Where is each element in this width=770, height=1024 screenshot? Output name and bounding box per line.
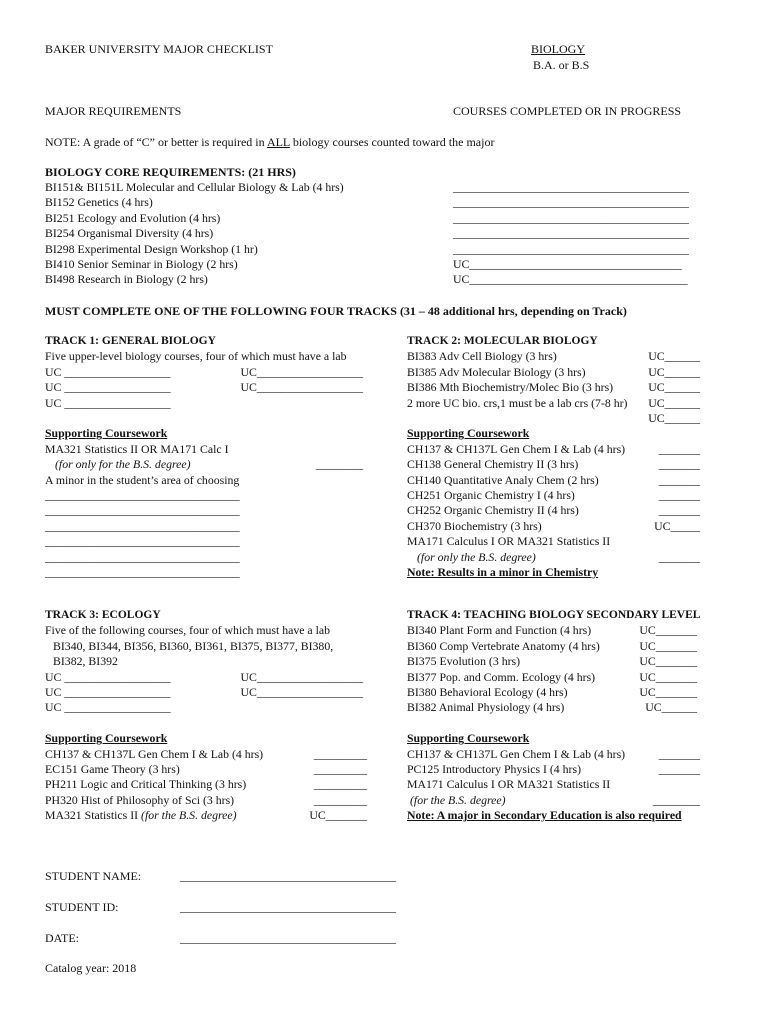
uc-blank[interactable]: UC__________________ [240,380,363,395]
track-1-title: TRACK 1: GENERAL BIOLOGY [45,335,216,347]
support-course: PC125 Introductory Physics I (4 hrs) [407,762,581,777]
core-course: BI410 Senior Seminar in Biology (2 hrs) [45,257,238,272]
track-2-title: TRACK 2: MOLECULAR BIOLOGY [407,335,598,347]
support-blank[interactable]: _________ [313,746,367,761]
uc-blank[interactable]: UC__________________ [240,364,363,379]
catalog-year: Catalog year: 2018 [45,961,137,975]
support-row [407,473,700,488]
core-course: BI254 Organismal Diversity (4 hrs) [45,226,214,241]
uc-blank[interactable]: UC______ [648,364,700,379]
minor-blank-line[interactable]: _________________________________ [45,565,240,580]
course-row [407,654,697,669]
uc-blank[interactable]: UC_______ [639,685,697,700]
support-row [45,793,367,808]
uc-blank[interactable]: UC __________________ [45,364,171,379]
support-course: CH251 Organic Chemistry I (4 hrs) [407,488,575,503]
support-blank[interactable]: UC_____ [654,518,700,533]
uc-row [45,380,363,395]
support-blank[interactable]: ________ [652,792,700,807]
track-3-description: Five of the following courses, four of which must have a lab [45,623,331,638]
support-blank[interactable]: _________ [313,777,367,792]
course-label: BI380 Behavioral Ecology (4 hrs) [407,685,568,700]
core-blank-line[interactable]: ________________________________________ [453,195,689,210]
support-row [407,793,700,808]
support-course: CH140 Quantitative Analy Chem (2 hrs) [407,472,599,487]
uc-blank[interactable]: UC______ [645,700,697,715]
track-3-course-options: BI340, BI344, BI356, BI360, BI361, BI375, BI377, BI380, [53,638,334,653]
support-blank[interactable]: _______ [658,441,700,456]
track-3-title: TRACK 3: ECOLOGY [45,609,161,621]
support-row [407,747,700,762]
support-course: EC151 Game Theory (3 hrs) [45,762,180,777]
core-course: BI251 Ecology and Evolution (4 hrs) [45,210,221,225]
core-blank-line[interactable]: ________________________________________ [453,180,689,194]
support-row [407,488,700,503]
course-row [407,396,700,411]
course-row [407,670,697,685]
uc-blank[interactable]: UC_______ [639,654,697,669]
track-3-support-heading: Supporting Coursework [45,731,168,746]
uc-row [45,365,363,380]
support-course: CH252 Organic Chemistry II (4 hrs) [407,503,579,518]
course-row [407,639,697,654]
major-requirements-heading: MAJOR REQUIREMENTS [45,104,182,118]
track-4-note: Note: A major in Secondary Education is also required [407,808,682,823]
course-row [407,685,697,700]
student-id-label: STUDENT ID: [45,900,119,914]
support-course: A minor in the student’s area of choosing [45,472,240,487]
support-course: CH138 General Chemistry II (3 hrs) [407,457,579,472]
uc-blank[interactable]: UC______ [648,349,700,364]
uc-blank[interactable]: UC_______ [639,669,697,684]
document-title: BAKER UNIVERSITY MAJOR CHECKLIST [45,42,273,56]
course-label: BI375 Evolution (3 hrs) [407,654,521,669]
support-course: CH137 & CH137L Gen Chem I & Lab (4 hrs) [407,746,626,761]
minor-blank-line[interactable]: _________________________________ [45,534,240,549]
track-1 [45,334,380,580]
course-row [407,623,697,638]
track-2-note: Note: Results in a minor in Chemistry [407,565,599,580]
course-row [407,349,700,364]
support-course: MA321 Statistics II OR MA171 Calc I [45,441,229,456]
uc-blank[interactable]: UC______ [648,380,700,395]
uc-blank[interactable]: UC__________________ [240,669,363,684]
support-row [45,777,367,792]
support-blank[interactable]: _______ [658,503,700,518]
core-blank-list [453,180,713,288]
support-blank[interactable]: _______ [658,457,700,472]
support-course: PH320 Hist of Philosophy of Sci (3 hrs) [45,792,235,807]
support-row [45,762,367,777]
degree-type: B.A. or B.S [533,58,590,72]
track-2-support-heading: Supporting Coursework [407,426,530,441]
support-blank[interactable]: ________ [315,457,363,472]
tracks-heading: MUST COMPLETE ONE OF THE FOLLOWING FOUR TRACKS (31 – 48 additional hrs, depending on Track) [45,304,627,318]
uc-blank[interactable]: UC __________________ [45,685,171,700]
uc-blank[interactable]: UC_______ [639,638,697,653]
support-blank[interactable]: _______ [658,549,700,564]
support-course: CH137 & CH137L Gen Chem I & Lab (4 hrs) [45,746,264,761]
uc-blank[interactable]: UC __________________ [45,669,171,684]
major-name: BIOLOGY [531,42,585,56]
uc-blank[interactable]: UC______ [648,395,700,410]
support-row [407,762,700,777]
core-blank-line[interactable]: ________________________________________ [453,210,689,225]
support-row [407,519,700,534]
uc-row [45,685,363,700]
track-3-course-options: BI382, BI392 [53,654,118,669]
core-course: BI298 Experimental Design Workshop (1 hr) [45,241,258,256]
support-course: CH370 Biochemistry (3 hrs) [407,518,542,533]
support-note: (for only the B.S. degree) [417,549,536,564]
minor-blank-line[interactable]: _________________________________ [45,503,240,518]
student-name-field[interactable]: ____________________________________ [180,869,396,883]
core-heading: BIOLOGY CORE REQUIREMENTS: (21 HRS) [45,165,296,179]
course-row [407,700,697,715]
course-label: BI382 Animal Physiology (4 hrs) [407,700,565,715]
uc-blank[interactable]: UC __________________ [45,395,171,410]
student-id-field[interactable]: ____________________________________ [180,900,396,914]
support-blank[interactable]: _______ [658,472,700,487]
support-row [45,808,367,823]
support-row [407,457,700,472]
minor-blank-line[interactable]: _________________________________ [45,518,240,533]
core-blank-line[interactable]: UC____________________________________ [453,257,682,272]
uc-row [45,670,363,685]
support-course: PH211 Logic and Critical Thinking (3 hrs) [45,777,247,792]
course-row [407,411,700,426]
support-blank[interactable]: _________ [313,792,367,807]
uc-blank[interactable]: UC __________________ [45,700,171,715]
support-blank[interactable]: _______ [658,762,700,777]
support-course: MA171 Calculus I OR MA321 Statistics II [407,534,611,549]
core-course-list [45,180,445,288]
core-blank-line[interactable]: ________________________________________ [453,226,689,241]
core-course: BI152 Genetics (4 hrs) [45,195,153,210]
core-blank-line[interactable]: ________________________________________ [453,241,689,256]
course-label: BI377 Pop. and Comm. Ecology (4 hrs) [407,669,596,684]
core-course: BI498 Research in Biology (2 hrs) [45,272,208,287]
support-course: CH137 & CH137L Gen Chem I & Lab (4 hrs) [407,441,626,456]
support-row [407,777,700,792]
course-label: BI383 Adv Cell Biology (3 hrs) [407,349,557,364]
minor-blank-line[interactable]: _________________________________ [45,549,240,564]
support-course: MA321 Statistics II (for the B.S. degree) [45,808,237,823]
student-name-label: STUDENT NAME: [45,869,142,883]
course-label: BI385 Adv Molecular Biology (3 hrs) [407,364,586,379]
track-3 [45,608,380,824]
support-row [407,550,700,565]
uc-blank[interactable]: UC______ [648,411,700,426]
courses-completed-heading: COURSES COMPLETED OR IN PROGRESS [453,104,682,118]
core-course: BI151& BI151L Molecular and Cellular Biology & Lab (4 hrs) [45,180,344,194]
support-row [407,442,700,457]
support-row [45,747,367,762]
date-field[interactable]: ____________________________________ [180,931,396,945]
support-course-row [45,457,363,472]
uc-blank[interactable]: UC_______ [639,623,697,638]
support-blank[interactable]: _______ [658,488,700,503]
track-1-description: Five upper-level biology courses, four of which must have a lab [45,349,347,364]
support-course: MA171 Calculus I OR MA321 Statistics II [407,777,611,792]
support-note: (for the B.S. degree) [410,792,506,807]
minor-blank-line[interactable]: _________________________________ [45,488,240,503]
course-label: BI386 Mth Biochemistry/Molec Bio (3 hrs) [407,380,614,395]
course-row [407,365,700,380]
uc-blank[interactable]: UC __________________ [45,380,171,395]
support-row [407,503,700,518]
course-label: BI360 Comp Vertebrate Anatomy (4 hrs) [407,638,600,653]
date-label: DATE: [45,931,79,945]
course-label: BI340 Plant Form and Function (4 hrs) [407,623,592,638]
track-4-support-heading: Supporting Coursework [407,731,530,746]
support-blank[interactable]: _______ [658,746,700,761]
track-1-support-heading: Supporting Coursework [45,426,168,441]
support-note: (for only for the B.S. degree) [55,457,191,472]
support-blank[interactable]: UC_______ [309,808,367,823]
support-blank[interactable]: _________ [313,762,367,777]
track-2 [407,334,700,581]
course-row [407,380,700,395]
course-label: 2 more UC bio. crs,1 must be a lab crs (7-8 hr) [407,395,628,410]
grade-note: NOTE: A grade of “C” or better is required in ALL biology courses counted toward the major [45,135,495,149]
core-blank-line[interactable]: UC_____________________________________ [453,272,688,287]
track-4 [407,608,704,824]
track-4-title: TRACK 4: TEACHING BIOLOGY SECONDARY LEVEL [407,609,701,621]
support-row [407,534,700,549]
uc-blank[interactable]: UC__________________ [240,685,363,700]
